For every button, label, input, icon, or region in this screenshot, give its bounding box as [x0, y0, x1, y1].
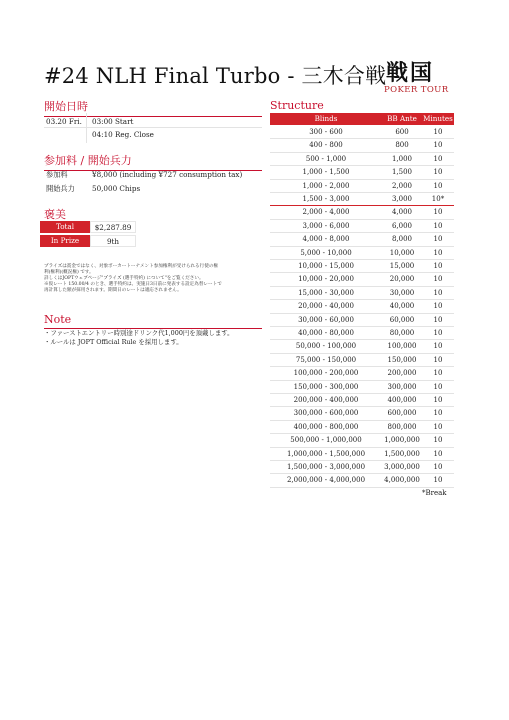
- row-bb-ante: 600,000: [387, 409, 417, 418]
- row-bb-ante: 4,000: [391, 208, 413, 217]
- structure-row: [270, 407, 454, 420]
- structure-row: [270, 434, 454, 447]
- row-minutes: 10: [433, 275, 443, 284]
- row-blinds: 1,000 - 1,500: [302, 168, 350, 177]
- break-note: *Break: [422, 489, 447, 497]
- row-minutes: 10: [433, 382, 443, 391]
- col-bb-ante: BB Ante: [387, 114, 417, 123]
- row-blinds: 20,000 - 40,000: [298, 302, 354, 311]
- row-bb-ante: 800: [395, 141, 409, 150]
- structure-row: [270, 273, 454, 286]
- fine-print-line: ※仮レート 150.00/4 のとき、選手特約は、実施日3日前に発表する設定為替レートで: [44, 282, 222, 287]
- row-bb-ante: 40,000: [389, 302, 415, 311]
- structure-row: [270, 260, 454, 273]
- structure-row: [270, 448, 454, 461]
- page-title: #24 NLH Final Turbo - 三木合戦 -: [44, 64, 401, 88]
- note-line: ・ファーストエントリー時別途ドリンク代1,000円を頂戴します。: [44, 329, 234, 337]
- fine-print-line: 利(権利)(概況権) です。: [44, 270, 94, 275]
- row-blinds: 15,000 - 30,000: [298, 288, 354, 297]
- row-bb-ante: 60,000: [389, 315, 415, 324]
- structure-row: [270, 247, 454, 260]
- row-blinds: 5,000 - 10,000: [300, 248, 352, 257]
- fine-print-line: プライズは賞金ではなく、対象ポーカートーナメント参加権利が受けられる行使の権: [44, 264, 219, 269]
- schedule-start: 03:00 Start: [92, 117, 134, 126]
- inprize-label: In Prize: [40, 235, 90, 247]
- row-blinds: 400 - 800: [309, 141, 343, 150]
- row-bb-ante: 80,000: [389, 329, 415, 337]
- row-minutes: 10: [433, 449, 443, 458]
- row-blinds: 300 - 600: [309, 128, 343, 136]
- note-heading: Note: [44, 313, 262, 329]
- row-blinds: 100,000 - 200,000: [293, 369, 359, 378]
- row-blinds: 10,000 - 15,000: [298, 262, 354, 270]
- row-bb-ante: 100,000: [387, 342, 417, 351]
- structure-row: [270, 314, 454, 327]
- row-blinds: 50,000 - 100,000: [295, 342, 357, 351]
- logo-kanji: 戦国: [386, 60, 435, 86]
- row-minutes: 10: [433, 302, 443, 311]
- row-bb-ante: 1,500: [391, 168, 413, 177]
- inprize-value: 9th: [90, 235, 136, 247]
- row-minutes: 10: [433, 329, 443, 337]
- row-bb-ante: 1,000,000: [384, 436, 420, 445]
- structure-table-header: [270, 113, 454, 125]
- row-minutes: 10: [433, 168, 443, 177]
- row-blinds: 3,000 - 6,000: [302, 221, 350, 230]
- row-blinds: 300,000 - 600,000: [293, 409, 359, 418]
- row-bb-ante: 4,000,000: [384, 476, 420, 485]
- structure-row: [270, 193, 454, 206]
- structure-row: [270, 327, 454, 340]
- structure-row: [270, 126, 454, 139]
- row-blinds: 2,000 - 4,000: [302, 208, 350, 217]
- row-blinds: 1,500 - 3,000: [302, 195, 350, 203]
- fee-label: 参加料: [46, 170, 68, 179]
- structure-row: [270, 474, 454, 487]
- structure-row: [270, 421, 454, 434]
- row-blinds: 1,500,000 - 3,000,000: [286, 463, 366, 471]
- row-minutes: 10: [433, 422, 443, 431]
- row-minutes: 10: [433, 463, 443, 471]
- row-minutes: 10: [433, 436, 443, 445]
- row-bb-ante: 3,000,000: [384, 463, 420, 471]
- row-minutes: 10: [433, 221, 443, 230]
- col-minutes: Minutes: [423, 114, 453, 123]
- total-label: Total: [40, 221, 90, 233]
- row-minutes: 10: [433, 181, 443, 190]
- row-minutes: 10: [433, 288, 443, 297]
- row-blinds: 1,000,000 - 1,500,000: [286, 449, 366, 458]
- row-minutes: 10: [433, 248, 443, 257]
- structure-row: [270, 233, 454, 246]
- row-bb-ante: 1,000: [391, 154, 413, 163]
- row-blinds: 30,000 - 60,000: [298, 315, 354, 324]
- total-value: $2,287.89: [90, 221, 136, 233]
- schedule-heading: 開始日時: [44, 98, 262, 117]
- schedule-divider: [86, 113, 87, 143]
- structure-row: [270, 340, 454, 353]
- row-bb-ante: 300,000: [387, 382, 417, 391]
- row-bb-ante: 1,500,000: [384, 449, 420, 458]
- schedule-close: 04:10 Reg. Close: [92, 130, 154, 139]
- row-bb-ante: 8,000: [391, 235, 413, 244]
- structure-heading: Structure: [270, 99, 324, 112]
- structure-row: [270, 461, 454, 474]
- row-bb-ante: 800,000: [387, 422, 417, 431]
- row-bb-ante: 10,000: [389, 248, 415, 257]
- row-blinds: 75,000 - 150,000: [295, 355, 357, 364]
- structure-row: [270, 206, 454, 219]
- prize-heading: 褒美: [44, 208, 66, 221]
- chips-label: 開始兵力: [46, 184, 75, 193]
- structure-row: [270, 300, 454, 313]
- fee-value: ¥8,000 (including ¥727 consumption tax): [92, 170, 243, 179]
- structure-row: [270, 166, 454, 179]
- structure-row: [270, 381, 454, 394]
- row-minutes: 10: [433, 141, 443, 150]
- row-blinds: 200,000 - 400,000: [293, 396, 359, 404]
- entry-heading: 参加料 / 開始兵力: [44, 152, 262, 171]
- row-bb-ante: 6,000: [391, 221, 413, 230]
- note-line: ・ルールは JOPT Official Rule を採用します。: [44, 338, 183, 346]
- row-minutes: 10: [433, 369, 443, 378]
- row-bb-ante: 2,000: [391, 181, 413, 190]
- row-minutes: 10: [433, 262, 443, 270]
- structure-row: [270, 367, 454, 380]
- col-blinds: Blinds: [314, 114, 338, 123]
- row-blinds: 40,000 - 80,000: [298, 329, 354, 337]
- row-minutes: 10: [433, 342, 443, 351]
- row-minutes: 10: [433, 476, 443, 485]
- row-bb-ante: 20,000: [389, 275, 415, 284]
- fine-print-line: 再計算した額が採用されます。期間日のレートは適応されません。: [44, 288, 182, 293]
- row-minutes: 10: [433, 315, 443, 324]
- row-blinds: 10,000 - 20,000: [298, 275, 354, 284]
- structure-row: [270, 287, 454, 300]
- structure-row: [270, 220, 454, 233]
- schedule-row-divider: [44, 127, 262, 128]
- structure-row: [270, 139, 454, 152]
- row-minutes: 10: [433, 396, 443, 404]
- row-blinds: 500,000 - 1,000,000: [290, 436, 362, 445]
- row-bb-ante: 400,000: [387, 396, 417, 404]
- row-bb-ante: 3,000: [391, 195, 413, 203]
- row-bb-ante: 15,000: [389, 262, 415, 270]
- row-bb-ante: 150,000: [387, 355, 417, 364]
- row-bb-ante: 30,000: [389, 288, 415, 297]
- chips-value: 50,000 Chips: [92, 184, 141, 193]
- row-minutes: 10: [433, 355, 443, 364]
- fine-print-line: 詳しくはJOPTウェブページ"プライズ (選手特約) について"をご覧ください。: [44, 276, 204, 281]
- row-blinds: 1,000 - 2,000: [302, 181, 350, 190]
- row-blinds: 2,000,000 - 4,000,000: [286, 476, 366, 485]
- structure-row: [270, 153, 454, 166]
- structure-row: [270, 180, 454, 193]
- row-bb-ante: 600: [395, 128, 409, 136]
- structure-row: [270, 354, 454, 367]
- logo-subtitle: POKER TOUR: [384, 85, 449, 95]
- row-minutes: 10: [433, 128, 443, 136]
- row-blinds: 400,000 - 800,000: [293, 422, 359, 431]
- row-bb-ante: 200,000: [387, 369, 417, 378]
- sengoku-poker-tour-logo: [380, 56, 456, 98]
- row-blinds: 500 - 1,000: [305, 154, 347, 163]
- row-minutes: 10*: [431, 195, 445, 203]
- structure-row: [270, 394, 454, 407]
- row-blinds: 150,000 - 300,000: [293, 382, 359, 391]
- row-minutes: 10: [433, 154, 443, 163]
- row-minutes: 10: [433, 208, 443, 217]
- row-blinds: 4,000 - 8,000: [302, 235, 350, 244]
- row-minutes: 10: [433, 409, 443, 418]
- row-minutes: 10: [433, 235, 443, 244]
- schedule-date: 03.20 Fri.: [46, 117, 82, 126]
